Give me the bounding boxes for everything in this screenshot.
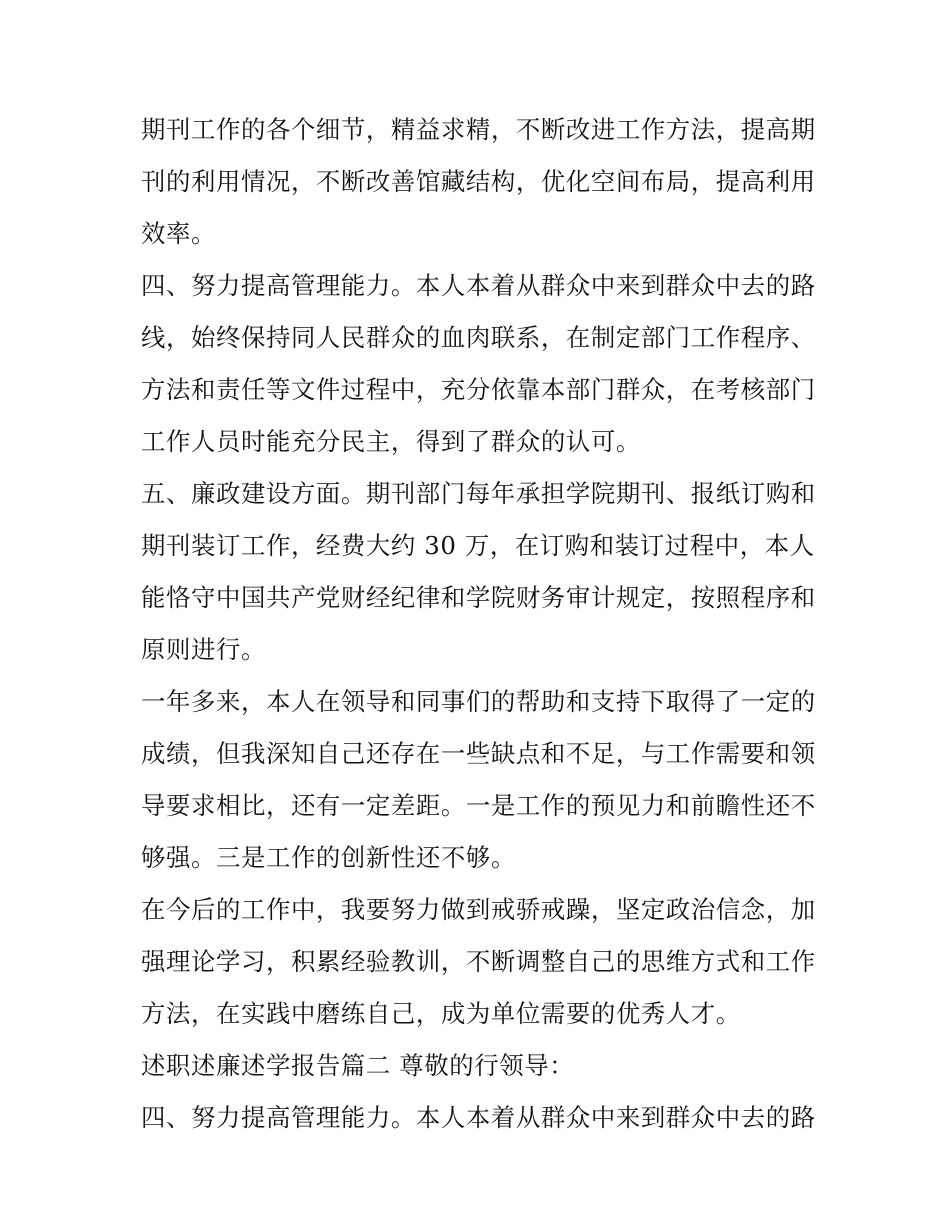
text-line: 五、廉政建设方面。期刊部门每年承担学院期刊、报纸订购和 <box>141 479 816 508</box>
text-line: 导要求相比，还有一定差距。一是工作的预见力和前瞻性还不 <box>141 791 816 820</box>
text-line: 一年多来，本人在领导和同事们的帮助和支持下取得了一定的 <box>141 687 816 716</box>
text-line: 能恪守中国共产党财经纪律和学院财务审计规定，按照程序和 <box>141 583 816 612</box>
text-line: 方法和责任等文件过程中，充分依靠本部门群众，在考核部门 <box>141 375 816 404</box>
text-line: 四、努力提高管理能力。本人本着从群众中来到群众中去的路 <box>141 271 816 300</box>
text-line: 方法，在实践中磨练自己，成为单位需要的优秀人才。 <box>141 999 741 1028</box>
text-line: 够强。三是工作的创新性还不够。 <box>141 843 516 872</box>
text-line: 原则进行。 <box>141 635 266 664</box>
text-line: 效率。 <box>141 219 216 248</box>
text-line: 在今后的工作中，我要努力做到戒骄戒躁，坚定政治信念，加 <box>141 895 816 924</box>
text-line: 期刊工作的各个细节，精益求精，不断改进工作方法，提高期 <box>141 115 816 144</box>
text-line: 线，始终保持同人民群众的血肉联系，在制定部门工作程序、 <box>141 323 816 352</box>
text-line: 强理论学习，积累经验教训，不断调整自己的思维方式和工作 <box>141 947 816 976</box>
text-line: 刊的利用情况，不断改善馆藏结构，优化空间布局，提高利用 <box>141 167 816 196</box>
text-line: 期刊装订工作，经费大约 30 万，在订购和装订过程中，本人 <box>141 531 815 560</box>
text-line: 述职述廉述学报告篇二 尊敬的行领导： <box>141 1051 575 1080</box>
document-body <box>141 104 816 1144</box>
text-line: 工作人员时能充分民主，得到了群众的认可。 <box>141 427 641 456</box>
text-line: 成绩，但我深知自己还存在一些缺点和不足，与工作需要和领 <box>141 739 816 768</box>
text-line: 四、努力提高管理能力。本人本着从群众中来到群众中去的路 <box>141 1103 816 1132</box>
